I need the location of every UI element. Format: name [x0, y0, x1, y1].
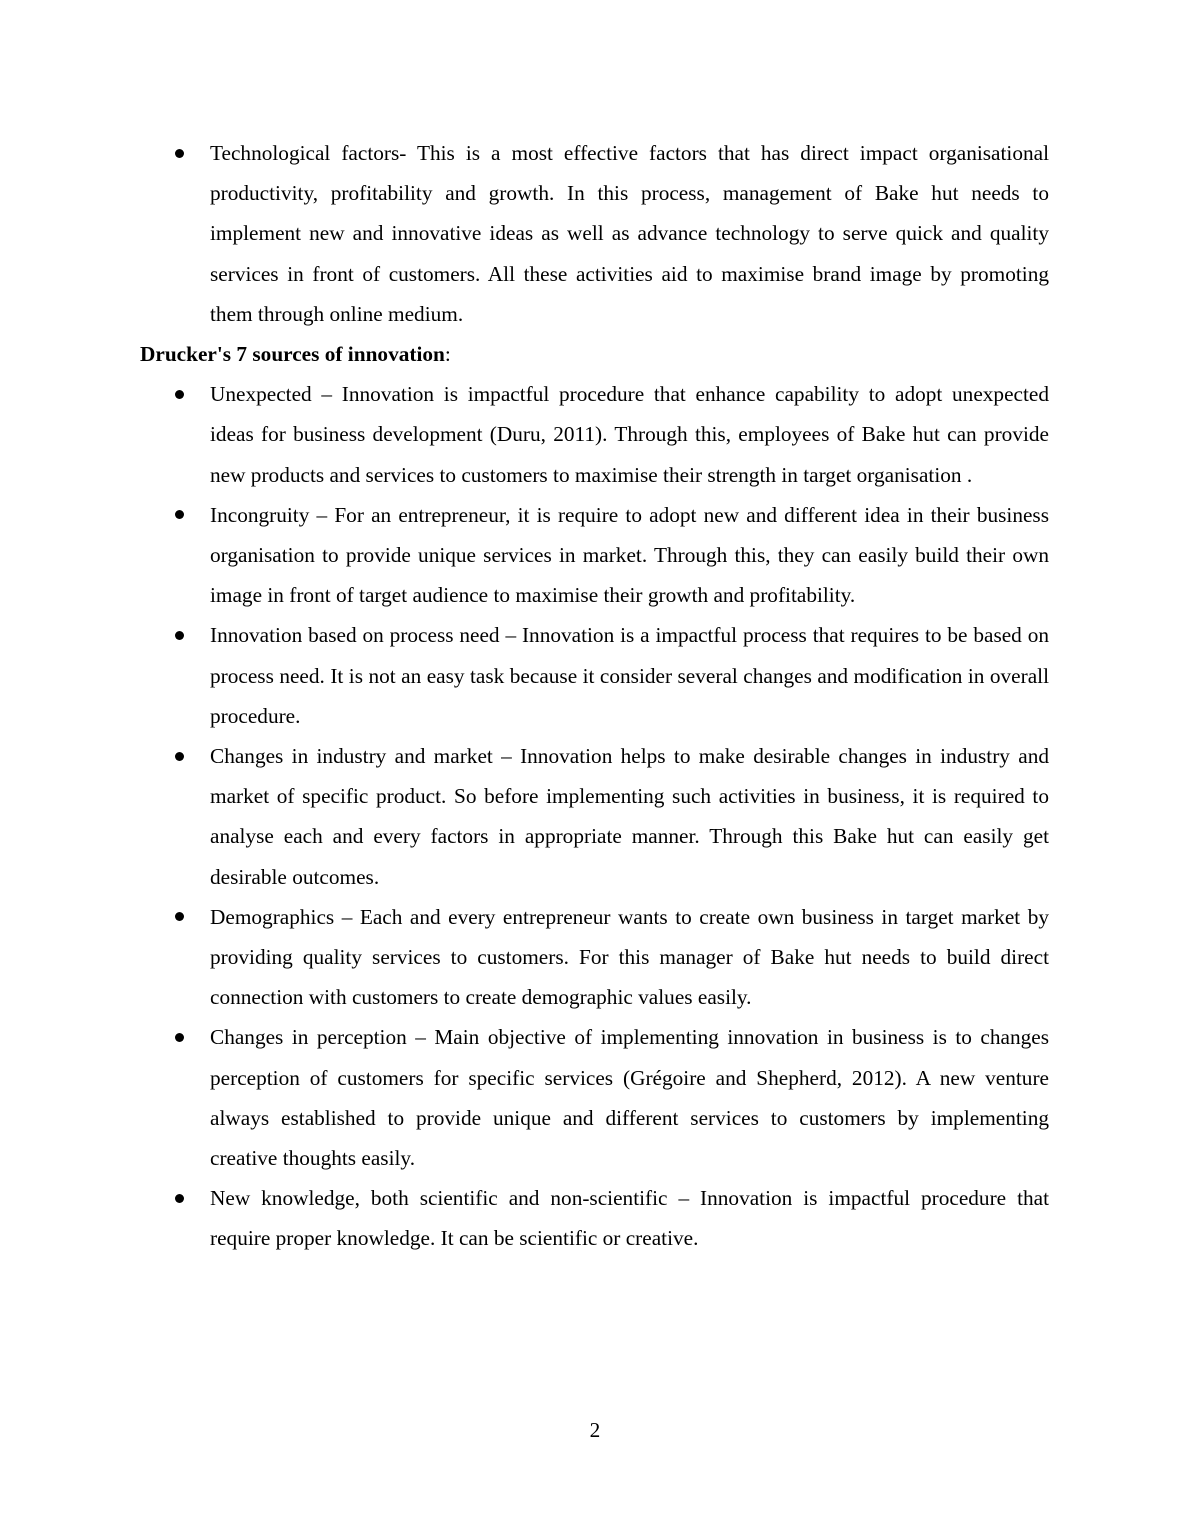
bullet-icon — [175, 510, 184, 519]
intro-bullet-list — [140, 133, 1049, 334]
list-item-text: Incongruity – For an entrepreneur, it is require to adopt new and different idea in their business organisation to provide unique services in market. Through this, they can easily build their own image in front of target audience to maximise their growth and profitability. — [210, 502, 1049, 608]
list-item — [140, 133, 1049, 334]
section-heading — [140, 334, 1049, 374]
section-heading-text: Drucker's 7 sources of innovation — [140, 342, 445, 367]
list-item-text: Changes in industry and market – Innovation helps to make desirable changes in industry and market of specific product. So before implementing such activities in business, it is required to analyse each and every factors in appropriate manner. Through this Bake hut can easily get desirable outcomes. — [210, 744, 1049, 889]
list-item-text: Innovation based on process need – Innovation is a impactful process that requires to be based on process need. It is not an easy task because it consider several changes and modification in overall procedure. — [210, 623, 1049, 728]
list-item — [140, 736, 1049, 897]
bullet-icon — [175, 149, 184, 158]
section-heading-suffix: : — [444, 342, 451, 367]
list-item-text: Technological factors- This is a most effective factors that has direct impact organisational productivity, profitability and growth. In this process, management of Bake hut needs to implement new and innovative ideas as well as advance technology to serve quick and quality services in front of customers. All these activities aid to maximise brand image by promoting them through online medium. — [210, 141, 1049, 326]
page-content — [140, 133, 1049, 1259]
list-item — [140, 1178, 1049, 1258]
list-item-text: Demographics – Each and every entrepreneur wants to create own business in target market by providing quality services to customers. For this manager of Bake hut needs to build direct connection with customers to create demographic values easily. — [210, 904, 1049, 1010]
list-item — [140, 495, 1049, 616]
bullet-icon — [175, 1194, 184, 1203]
bullet-icon — [175, 912, 184, 921]
list-item — [140, 897, 1049, 1018]
list-item-text: Unexpected – Innovation is impactful procedure that enhance capability to adopt unexpected ideas for business development (Duru, 2011). Through this, employees of Bake hut can provide new products and services to customers to maximise their strength in target organisation . — [210, 382, 1049, 487]
bullet-icon — [175, 390, 184, 399]
list-item-text: New knowledge, both scientific and non-scientific – Innovation is impactful procedure that require proper knowledge. It can be scientific or creative. — [210, 1186, 1049, 1251]
bullet-icon — [175, 631, 184, 640]
bullet-icon — [175, 1033, 184, 1042]
list-item — [140, 374, 1049, 495]
page-number: 2 — [589, 1418, 601, 1442]
innovation-sources-list — [140, 374, 1049, 1258]
bullet-icon — [175, 752, 184, 761]
list-item — [140, 1017, 1049, 1178]
list-item-text: Changes in perception – Main objective of implementing innovation in business is to changes perception of customers for specific services (Grégoire and Shepherd, 2012). A new venture always established to provide unique and different services to customers by implementing creative thoughts easily. — [210, 1025, 1049, 1171]
list-item — [140, 615, 1049, 736]
